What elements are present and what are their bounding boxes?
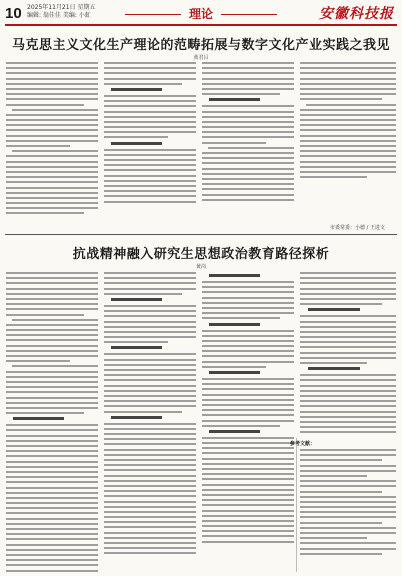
date-line: 2025年11月21日 星期五 bbox=[27, 4, 96, 11]
article-2-author: 黄岗 bbox=[195, 264, 206, 270]
references-heading: 参考文献： bbox=[290, 441, 316, 447]
article-1-author: 黄君吕 bbox=[193, 55, 209, 61]
article-2-column-2 bbox=[104, 272, 196, 572]
article-1-column-3 bbox=[202, 62, 294, 222]
references-divider bbox=[296, 438, 297, 572]
article-1-column-2 bbox=[104, 62, 196, 222]
article-separator bbox=[5, 234, 397, 235]
section-title: 理论 bbox=[0, 5, 402, 22]
article-1-column-1 bbox=[6, 62, 98, 222]
page-header bbox=[0, 0, 402, 26]
edition-line: 编辑: 翁佳佳 美编: 小虹 bbox=[27, 12, 91, 19]
page-number: 10 bbox=[5, 5, 22, 22]
article-2-column-1 bbox=[6, 272, 98, 572]
article-2-title: 抗战精神融入研究生思想政治教育路径探析 bbox=[72, 247, 330, 262]
article-2-column-4 bbox=[300, 272, 396, 434]
article-2-column-3 bbox=[202, 272, 294, 572]
header-divider bbox=[5, 24, 397, 26]
article-1-column-4 bbox=[300, 62, 396, 220]
article-1-editor-note: 市委常委：小德 / 王进文 bbox=[330, 225, 385, 231]
newspaper-logo: 安徽科技报 bbox=[319, 6, 394, 22]
article-1-title: 马克思主义文化生产理论的范畴拓展与数字文化产业实践之我见 bbox=[11, 38, 390, 53]
references-list bbox=[300, 449, 396, 572]
